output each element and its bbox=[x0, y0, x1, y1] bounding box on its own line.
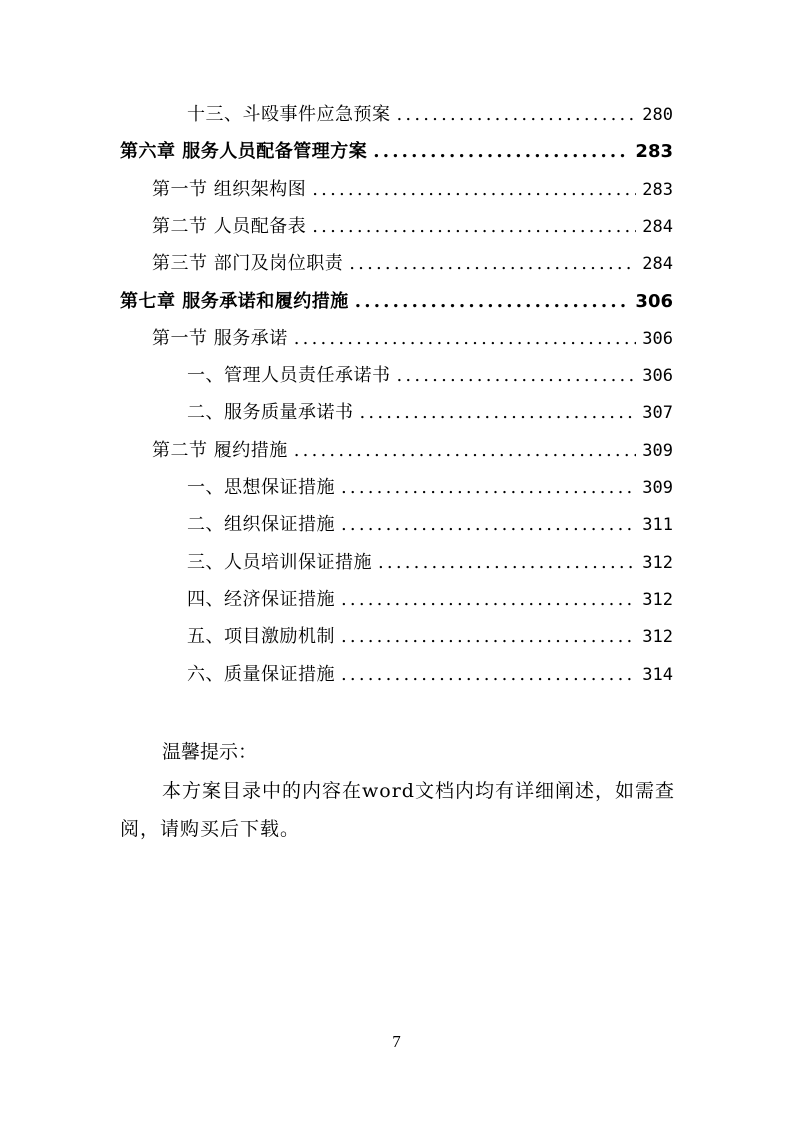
toc-dot-leader bbox=[397, 361, 637, 391]
tip-heading: 温馨提示： bbox=[162, 741, 258, 763]
toc-entry-title: 一、思想保证措施 bbox=[187, 477, 335, 498]
toc-entry-page: 312 bbox=[642, 627, 673, 648]
toc-entry-page: 306 bbox=[642, 366, 673, 387]
toc-dot-leader bbox=[341, 622, 636, 652]
toc-dot-leader bbox=[349, 249, 636, 279]
toc-entry[interactable] bbox=[120, 287, 673, 317]
toc-dot-leader bbox=[397, 100, 637, 130]
toc-entry-page: 306 bbox=[635, 290, 673, 312]
toc-dot-leader bbox=[341, 473, 636, 503]
toc-entry-page: 284 bbox=[642, 254, 673, 275]
toc-entry-title: 第二节 人员配备表 bbox=[152, 215, 307, 237]
toc-entry[interactable] bbox=[187, 548, 673, 578]
toc-entry-title: 第一节 组织架构图 bbox=[152, 178, 307, 200]
toc-entry[interactable] bbox=[187, 660, 673, 690]
toc-dot-leader bbox=[294, 436, 637, 466]
toc-entry-page: 314 bbox=[642, 664, 673, 685]
toc-entry-title: 第三节 部门及岗位职责 bbox=[152, 253, 344, 275]
toc-entry-page: 309 bbox=[642, 440, 673, 461]
toc-entry[interactable] bbox=[152, 249, 673, 279]
toc-entry[interactable] bbox=[187, 510, 673, 540]
toc-entry-title: 第一节 服务承诺 bbox=[152, 327, 288, 349]
toc-entry-page: 312 bbox=[642, 552, 673, 573]
toc-entry[interactable] bbox=[187, 398, 673, 428]
toc-dot-leader bbox=[294, 324, 637, 354]
toc-entry-title: 第六章 服务人员配备管理方案 bbox=[120, 141, 368, 163]
toc-entry-page: 283 bbox=[642, 179, 673, 200]
toc-entry-page: 283 bbox=[635, 141, 673, 163]
toc-entry[interactable] bbox=[152, 212, 673, 242]
toc-entry-title: 第七章 服务承诺和履约措施 bbox=[120, 290, 349, 312]
toc-dot-leader bbox=[312, 175, 636, 205]
toc-entry-title: 五、项目激励机制 bbox=[187, 626, 335, 648]
toc-entry[interactable] bbox=[187, 622, 673, 652]
toc-entry-title: 六、质量保证措施 bbox=[187, 663, 335, 685]
toc-entry-page: 312 bbox=[642, 589, 673, 610]
toc-entry[interactable] bbox=[187, 473, 673, 503]
toc-entry[interactable] bbox=[187, 100, 673, 130]
toc-entry-title: 三、人员培训保证措施 bbox=[187, 551, 372, 573]
tip-body: 本方案目录中的内容在word文档内均有详细阐述，如需查阅，请购买后下载。 bbox=[120, 780, 675, 840]
toc-dot-leader bbox=[360, 398, 637, 428]
toc-entry[interactable] bbox=[187, 361, 673, 391]
toc-entry-title: 二、组织保证措施 bbox=[187, 514, 335, 536]
toc-entry-page: 280 bbox=[642, 105, 673, 125]
toc-dot-leader bbox=[378, 548, 636, 578]
toc-dot-leader bbox=[341, 510, 636, 540]
toc-entry-title: 四、经济保证措施 bbox=[187, 588, 335, 610]
toc-entry[interactable] bbox=[187, 585, 673, 615]
toc-entry-title: 二、服务质量承诺书 bbox=[187, 402, 354, 424]
toc-entry-title: 一、管理人员责任承诺书 bbox=[187, 365, 391, 387]
toc-entry-page: 311 bbox=[642, 515, 673, 536]
toc-entry-page: 309 bbox=[642, 478, 673, 498]
toc-dot-leader bbox=[341, 585, 636, 615]
toc-entry[interactable] bbox=[152, 436, 673, 466]
toc-entry[interactable] bbox=[120, 137, 673, 167]
toc-dot-leader bbox=[312, 212, 636, 242]
toc-entry-page: 307 bbox=[642, 403, 673, 424]
page-number: 7 bbox=[392, 1032, 401, 1051]
toc-entry-page: 284 bbox=[642, 216, 673, 237]
toc-entry-page: 306 bbox=[642, 328, 673, 349]
toc-dot-leader bbox=[341, 660, 636, 690]
toc-dot-leader bbox=[373, 137, 629, 167]
toc-entry-title: 十三、斗殴事件应急预案 bbox=[187, 104, 391, 125]
toc-entry[interactable] bbox=[152, 175, 673, 205]
toc-entry[interactable] bbox=[152, 324, 673, 354]
toc-entry-title: 第二节 履约措施 bbox=[152, 439, 288, 461]
toc-dot-leader bbox=[355, 287, 630, 317]
